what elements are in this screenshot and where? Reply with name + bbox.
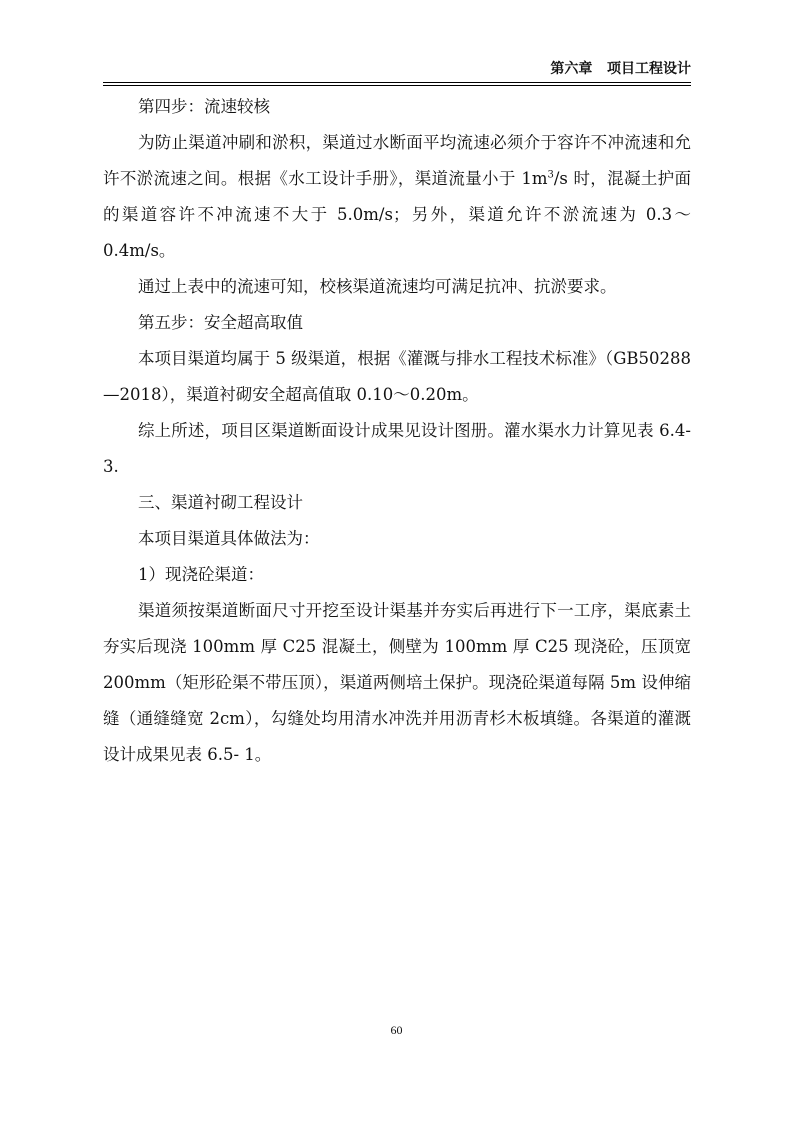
step-five-heading: 第五步：安全超高取值 [138, 313, 303, 332]
header-rule-second [103, 85, 691, 86]
cubic-superscript: 3 [547, 169, 554, 181]
page-number: 60 [390, 1023, 403, 1037]
cast-concrete-heading: 1）现浇砼渠道： [138, 565, 264, 584]
velocity-check-paragraph: 通过上表中的流速可知，校核渠道流速均可满足抗冲、抗淤要求。 [138, 277, 617, 296]
flow-velocity-text-rest: /s 时，混凝土护面的渠道容许不冲流速不大于 5.0m/s；另外，渠道允许不淤流速为 0.3～0.4m/s。 [103, 169, 691, 260]
step-four-heading: 第四步：流速较核 [138, 97, 270, 116]
chapter-title: 项目工程设计 [607, 61, 691, 77]
freeboard-paragraph: 本项目渠道均属于 5 级渠道，根据《灌溉与排水工程技术标准》（GB50288—2018），渠道衬砌安全超高值取 0.10～0.20m。 [103, 349, 691, 404]
construction-paragraph: 渠道须按渠道断面尺寸开挖至设计渠基并夯实后再进行下一工序，渠底素土夯实后现浇 100mm 厚 C25 混凝土，侧壁为 100mm 厚 C25 现浇砼，压顶宽 200mm（矩形砼渠不带压顶），渠道两侧培土保护。现浇砼渠道每隔 5m 设伸缩缝（通缝缝宽 2cm），勾缝处均用清水冲洗并用沥青杉木板填缝。各渠道的灌溉设计成果见表 6.5- 1。 [103, 601, 691, 764]
summary-paragraph: 综上所述，项目区渠道断面设计成果见设计图册。灌水渠水力计算见表 6.4-3. [103, 421, 691, 476]
page-header [103, 58, 691, 80]
header-rule-thin [103, 82, 691, 83]
method-intro-paragraph: 本项目渠道具体做法为： [138, 529, 320, 548]
flow-velocity-paragraph [103, 125, 691, 269]
section-three-heading: 三、渠道衬砌工程设计 [138, 493, 303, 512]
chapter-number: 第六章 [550, 61, 593, 77]
flow-velocity-text: 为防止渠道冲刷和淤积，渠道过水断面平均流速必须介于容许不冲流速和允许不淤流速之间。根据《水工设计手册》，渠道流量小于 1m [103, 133, 691, 188]
body-text [103, 89, 691, 773]
